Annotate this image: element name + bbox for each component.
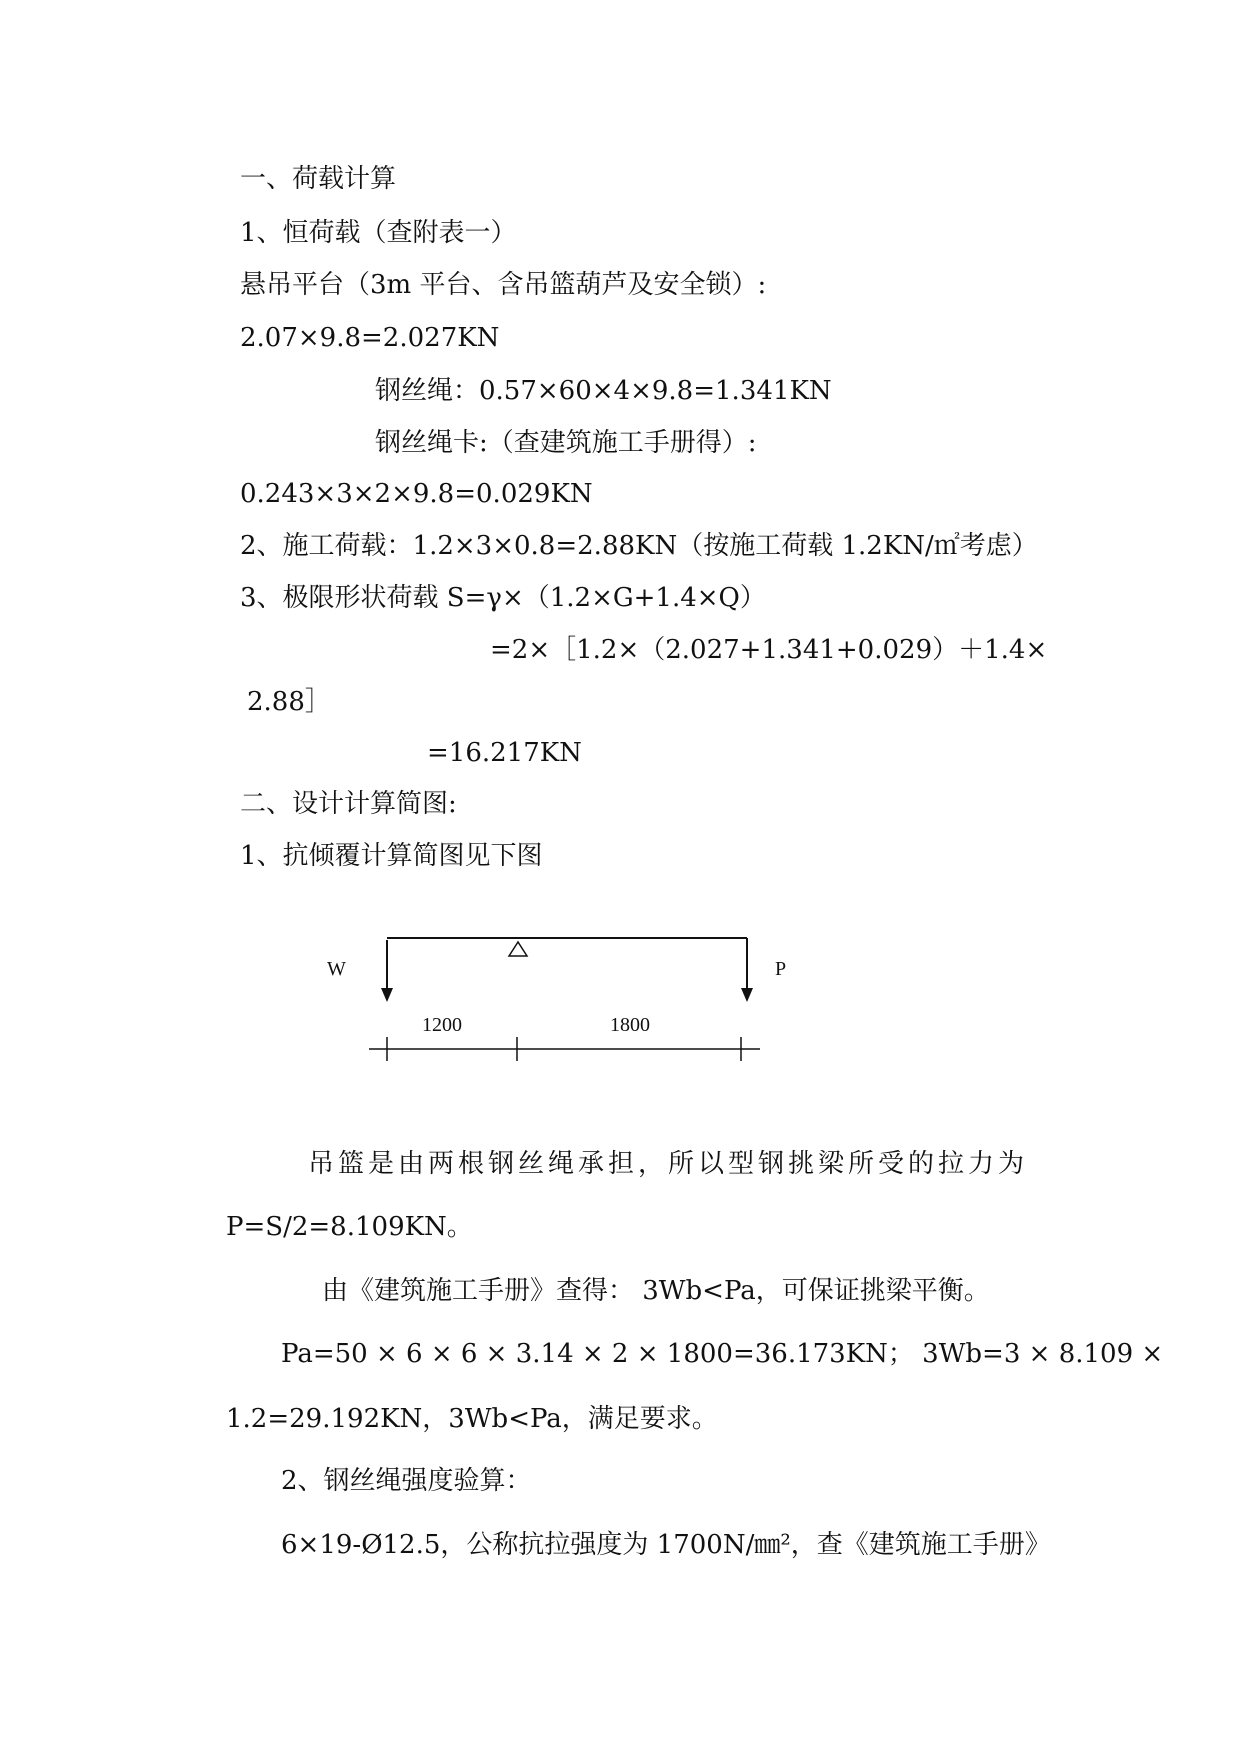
subheading-dead-load: 1、恒荷载（查附表一） — [240, 218, 517, 248]
formula-wire-rope-clip: 0.243×3×2×9.8=0.029KN — [240, 479, 593, 509]
formula-limit-load-result: =16.217KN — [427, 738, 582, 768]
paragraph-wire-rope-spec: 6×19-Ø12.5，公称抗拉强度为 1700N/㎜²，查《建筑施工手册》 — [281, 1530, 1051, 1560]
paragraph-pull-force: P=S/2=8.109KN。 — [226, 1212, 473, 1242]
label-p: P — [775, 958, 787, 980]
section-heading-load-calculation: 一、荷载计算 — [240, 164, 397, 194]
subheading-wire-rope-strength: 2、钢丝绳强度验算： — [281, 1466, 532, 1496]
label-w: W — [327, 958, 346, 980]
dimension-label-1200: 1200 — [422, 1014, 462, 1036]
overturning-diagram — [320, 930, 800, 1090]
formula-limit-load-line3: 2.88］ — [247, 687, 331, 717]
pivot-support-triangle — [509, 942, 527, 956]
paragraph-wire-rope-load: 吊篮是由两根钢丝绳承担，所以型钢挑梁所受的拉力为 — [308, 1149, 1029, 1179]
force-p-arrowhead — [741, 988, 753, 1002]
formula-construction-load: 2、施工荷载：1.2×3×0.8=2.88KN（按施工荷载 1.2KN/㎡考虑） — [240, 531, 1038, 561]
subheading-overturning-diagram: 1、抗倾覆计算简图见下图 — [240, 841, 543, 871]
overturning-diagram-svg — [320, 930, 800, 1090]
text-suspended-platform: 悬吊平台（3m 平台、含吊篮葫芦及安全锁）: — [240, 270, 767, 300]
formula-limit-load-line2: =2×［1.2×（2.027+1.341+0.029）＋1.4× — [490, 635, 1048, 665]
dimension-label-1800: 1800 — [610, 1014, 650, 1036]
paragraph-handbook-check: 由《建筑施工手册》查得： 3Wb<Pa，可保证挑梁平衡。 — [322, 1276, 990, 1306]
formula-platform-weight: 2.07×9.8=2.027KN — [240, 323, 500, 353]
force-w-arrowhead — [381, 988, 393, 1002]
paragraph-3wb-result: 1.2=29.192KN，3Wb<Pa，满足要求。 — [226, 1404, 718, 1434]
formula-limit-load: 3、极限形状荷载 S=γ×（1.2×G+1.4×Q） — [240, 583, 766, 613]
section-heading-design-diagram: 二、设计计算简图: — [240, 789, 457, 819]
text-wire-rope-clip: 钢丝绳卡:（查建筑施工手册得）: — [375, 428, 757, 458]
paragraph-pa-calculation: Pa=50 × 6 × 6 × 3.14 × 2 × 1800=36.173KN； 3Wb=3 × 8.109 × — [281, 1339, 1164, 1369]
formula-wire-rope: 钢丝绳：0.57×60×4×9.8=1.341KN — [375, 376, 832, 406]
